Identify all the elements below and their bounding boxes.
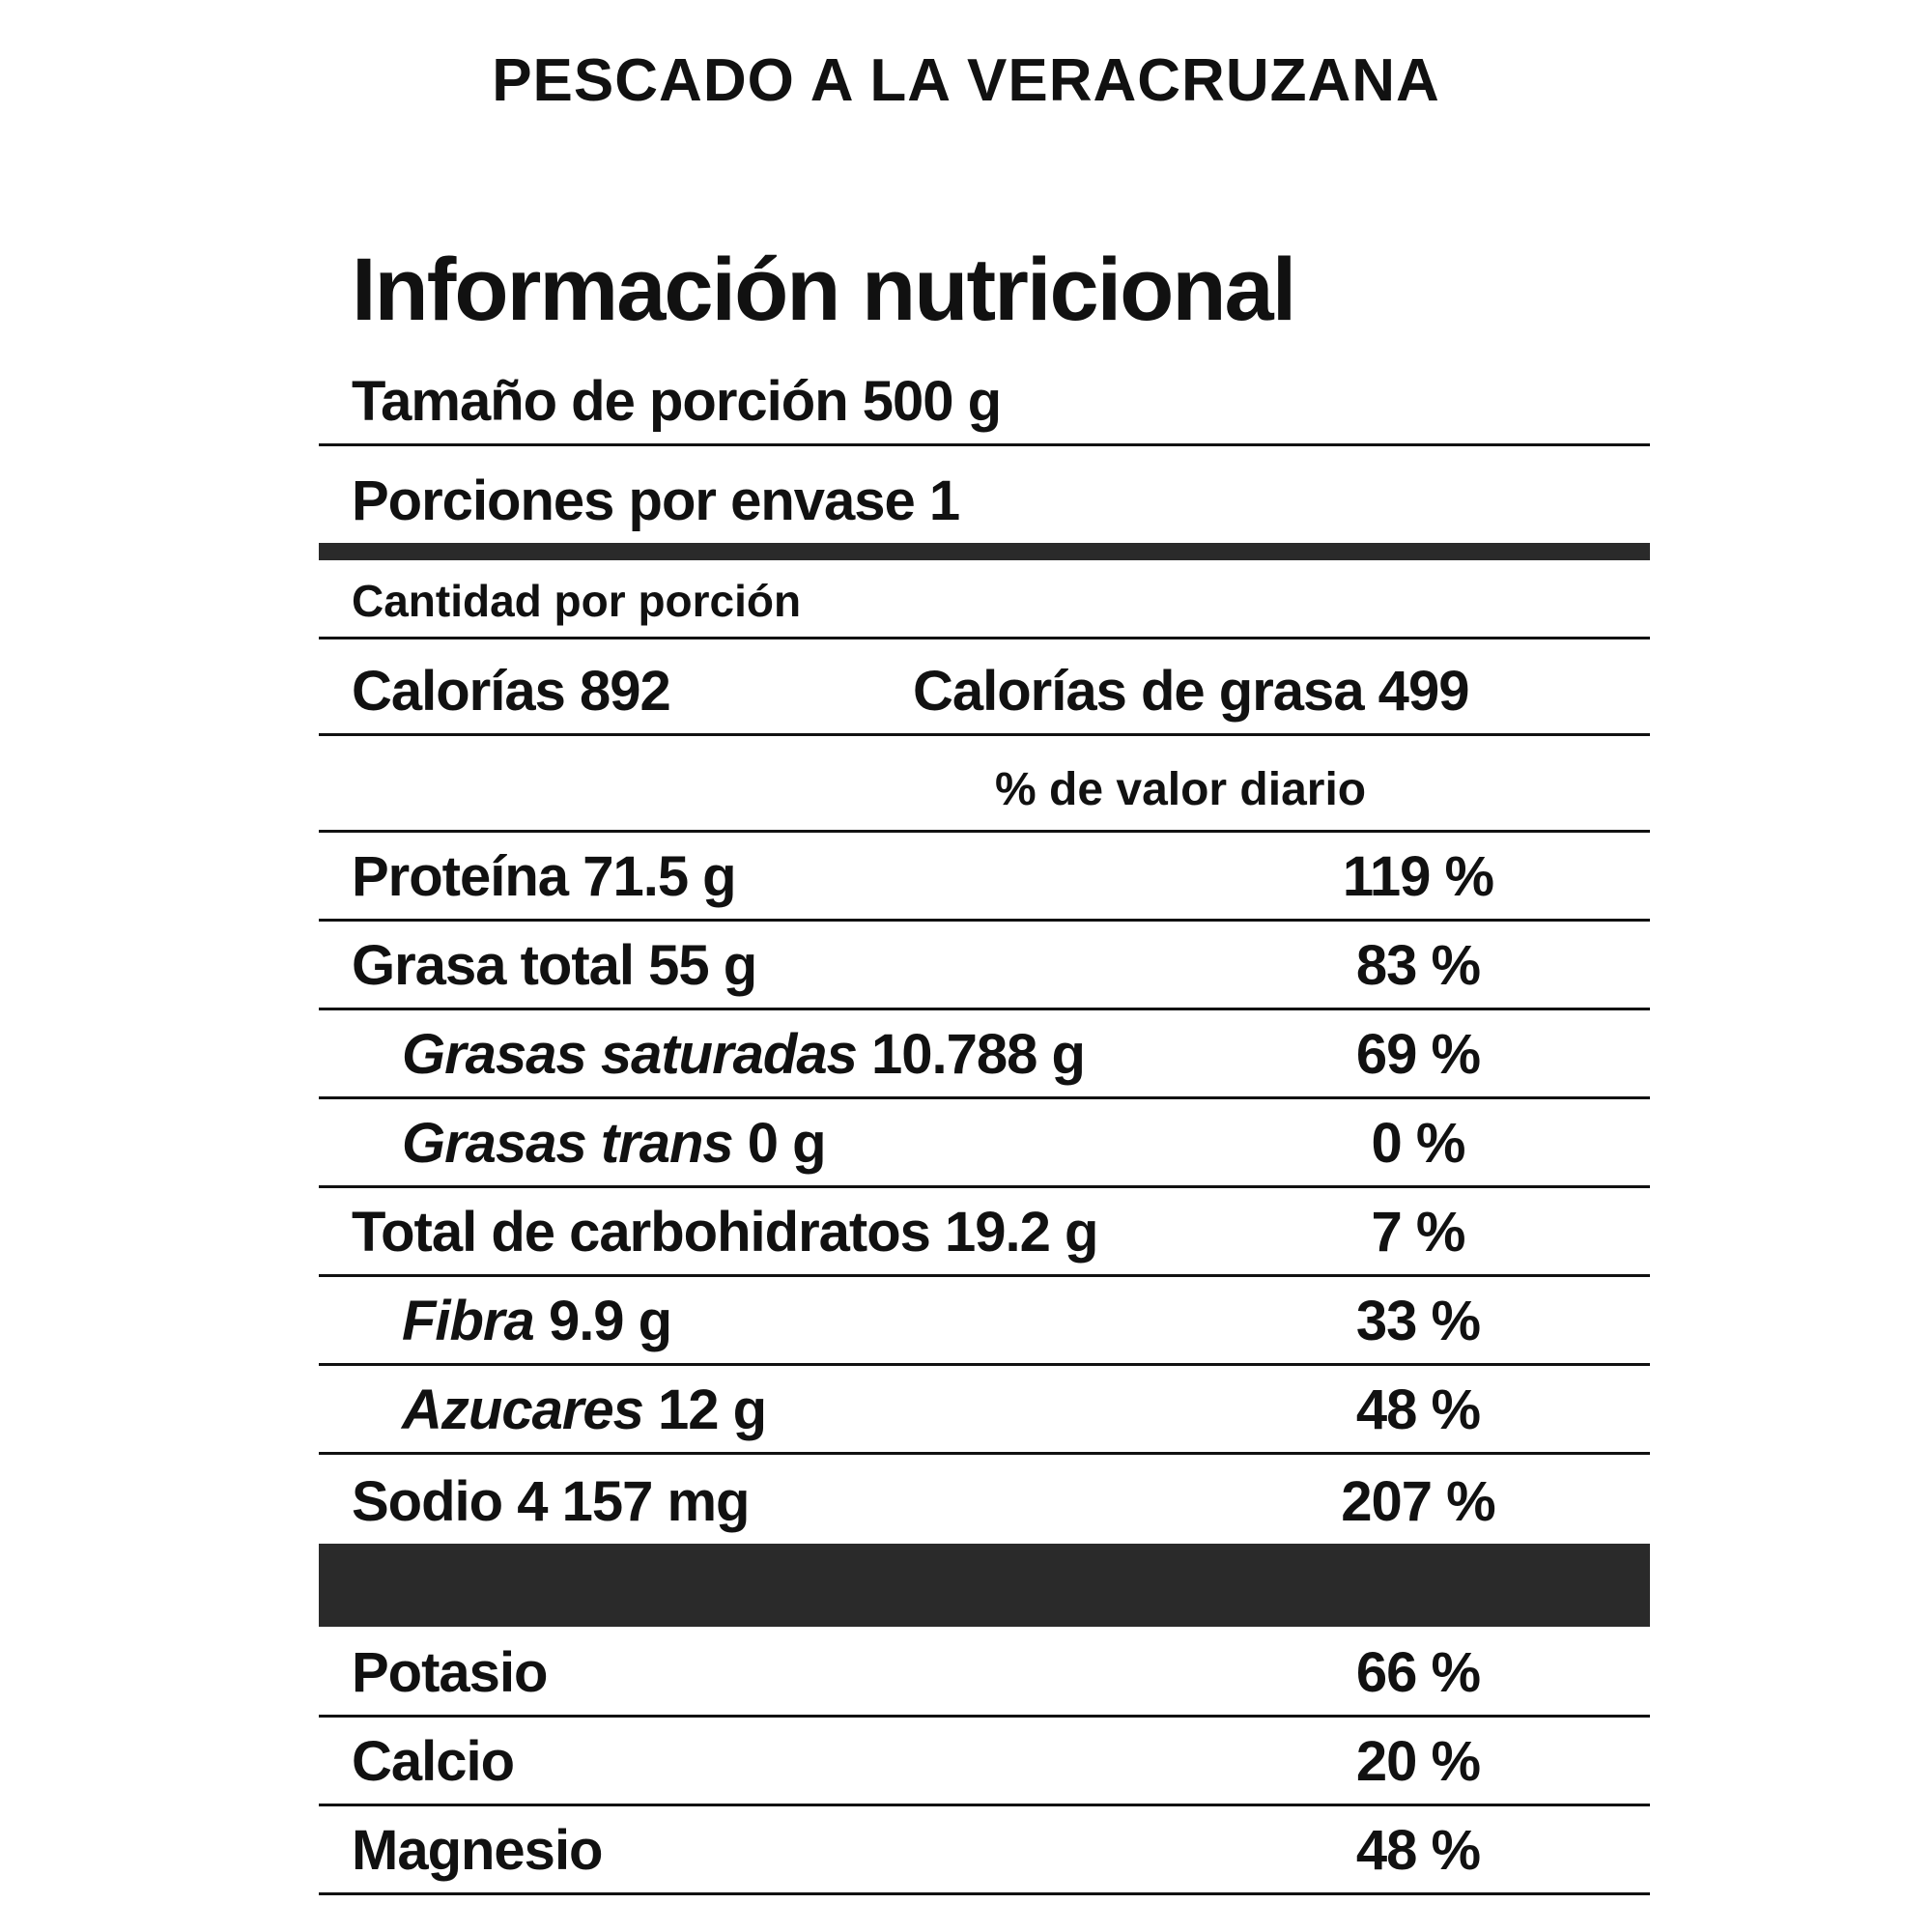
nutrient-daily-value: 33 % — [1355, 1290, 1481, 1352]
nutrient-amount: 19.2 g — [945, 1201, 1098, 1264]
amount-per-serving: Cantidad por porción — [352, 576, 802, 626]
nutrient-amount: 4 157 mg — [517, 1470, 750, 1533]
serving-size: Tamaño de porción 500 g — [352, 370, 1002, 433]
nutrient-name: Grasas saturadas — [402, 1023, 857, 1086]
mineral-daily-value: 20 % — [1355, 1730, 1481, 1793]
nutrient-label — [352, 844, 736, 909]
mineral-name: Calcio — [352, 1730, 515, 1793]
nutrient-daily-value: 207 % — [1341, 1470, 1495, 1533]
nutrient-row — [319, 1455, 1650, 1544]
thick-divider — [319, 543, 1650, 560]
nutrient-daily-value: 83 % — [1355, 934, 1481, 997]
nutrient-name: Proteína — [352, 845, 569, 908]
nutrient-row — [319, 1099, 1650, 1188]
nutrient-amount: 55 g — [648, 934, 757, 997]
nutrient-label — [402, 1022, 1085, 1087]
nutrient-label — [352, 1200, 1097, 1264]
nutrient-daily-value: 48 % — [1355, 1378, 1481, 1441]
serving-size-row — [319, 348, 1650, 446]
nutrient-name: Total de carbohidratos — [352, 1201, 930, 1264]
servings-per-container-row — [319, 446, 1650, 543]
nutrition-title: Información nutricional — [352, 241, 1295, 339]
calories: Calorías 892 — [352, 660, 670, 723]
nutrient-name: Grasas trans — [402, 1112, 733, 1175]
daily-value-header-row — [319, 736, 1650, 833]
mineral-daily-value: 48 % — [1355, 1819, 1481, 1882]
nutrient-amount: 10.788 g — [870, 1023, 1085, 1086]
nutrient-row — [319, 1188, 1650, 1277]
nutrient-row — [319, 1277, 1650, 1366]
thick-divider — [319, 1544, 1650, 1627]
nutrient-row — [319, 922, 1650, 1010]
servings-per-container: Porciones por envase 1 — [352, 469, 960, 532]
nutrient-label — [402, 1378, 766, 1442]
nutrient-daily-value: 119 % — [1342, 845, 1494, 908]
nutrient-label — [402, 1289, 671, 1353]
dish-title: PESCADO A LA VERACRUZANA — [492, 47, 1440, 114]
mineral-row — [319, 1806, 1650, 1895]
nutrient-daily-value: 69 % — [1355, 1023, 1481, 1086]
nutrient-daily-value: 0 % — [1371, 1112, 1465, 1175]
mineral-daily-value: 66 % — [1355, 1641, 1481, 1704]
amount-per-serving-row — [319, 560, 1650, 639]
nutrient-amount: 0 g — [747, 1112, 826, 1175]
mineral-row — [319, 1718, 1650, 1806]
nutrient-amount: 9.9 g — [548, 1290, 672, 1352]
nutrient-label — [352, 1469, 749, 1534]
calories-row — [319, 639, 1650, 736]
daily-value-header: % de valor diario — [995, 764, 1367, 815]
nutrient-label — [402, 1111, 826, 1176]
nutrient-daily-value: 7 % — [1371, 1201, 1465, 1264]
nutrient-label — [352, 933, 756, 998]
nutrient-amount: 12 g — [658, 1378, 767, 1441]
nutrient-name: Fibra — [402, 1290, 534, 1352]
nutrient-name: Azucares — [402, 1378, 643, 1441]
calories-from-fat: Calorías de grasa 499 — [913, 660, 1469, 723]
nutrient-row — [319, 1010, 1650, 1099]
nutrient-name: Grasa total — [352, 934, 634, 997]
nutrient-amount: 71.5 g — [582, 845, 736, 908]
nutrient-row — [319, 1366, 1650, 1455]
nutrient-row — [319, 833, 1650, 922]
mineral-name: Magnesio — [352, 1819, 603, 1882]
mineral-name: Potasio — [352, 1641, 548, 1704]
mineral-row — [319, 1627, 1650, 1718]
nutrient-name: Sodio — [352, 1470, 503, 1533]
